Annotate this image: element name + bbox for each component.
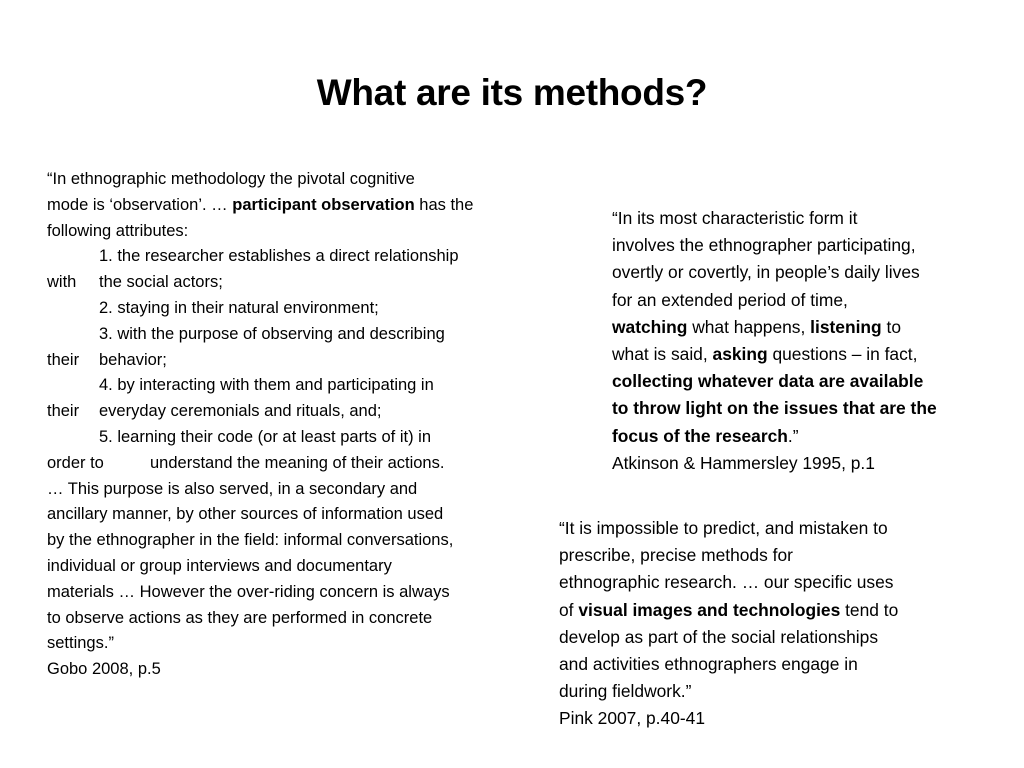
quote-line: ancillary manner, by other sources of information used <box>47 505 444 524</box>
quote-line: develop as part of the social relationships <box>559 626 879 647</box>
quote-text: to <box>881 316 902 337</box>
quote-line: “It is impossible to predict, and mistaken to <box>559 518 888 538</box>
quote-text: their <box>47 350 80 369</box>
quote-text: mode is ‘observation’. … <box>47 195 233 214</box>
quote-line: to observe actions as they are performed in concrete <box>47 608 433 627</box>
quote-line <box>47 348 547 374</box>
quote-line <box>47 270 547 296</box>
quote-line: following attributes: <box>47 221 189 240</box>
quote-text: has the <box>414 195 474 214</box>
attribute-3: 3. with the purpose of observing and describing <box>99 324 445 343</box>
quote-line: by the ethnographer in the field: informal conversations, <box>47 531 454 550</box>
quote-text: everyday ceremonials and rituals, and; <box>99 402 382 421</box>
quote-line: individual or group interviews and documentary <box>47 556 392 575</box>
quote-gobo <box>47 167 547 683</box>
quote-text: with <box>47 273 77 292</box>
quote-text: order to <box>47 453 104 472</box>
quote-text: understand the meaning of their actions. <box>150 453 445 472</box>
quote-text: what happens, <box>687 316 811 337</box>
quote-line <box>47 399 547 425</box>
attribute-4: 4. by interacting with them and participating in <box>99 376 434 395</box>
quote-line: “In ethnographic methodology the pivotal cognitive <box>47 170 415 188</box>
citation-atkinson: Atkinson & Hammersley 1995, p.1 <box>612 452 875 473</box>
attribute-1: 1. the researcher establishes a direct relationship <box>99 247 459 266</box>
quote-text: tend to <box>840 599 899 620</box>
quote-line: involves the ethnographer participating, <box>612 235 916 256</box>
emphasis-listening: listening <box>810 316 882 337</box>
quote-line <box>612 314 1002 341</box>
quote-line: prescribe, precise methods for <box>559 545 793 566</box>
quote-line <box>612 341 1002 368</box>
quote-text: questions – in fact, <box>767 344 918 365</box>
quote-line: for an extended period of time, <box>612 289 848 310</box>
quote-atkinson <box>612 205 1002 477</box>
quote-line: and activities ethnographers engage in <box>559 654 858 675</box>
quote-line: during fieldwork.” <box>559 681 692 702</box>
citation-pink: Pink 2007, p.40-41 <box>559 708 705 729</box>
quote-line: “In its most characteristic form it <box>612 208 858 228</box>
quote-text: .” <box>787 425 799 446</box>
quote-text: what is said, <box>612 344 713 365</box>
emphasis-participant-observation: participant observation <box>232 195 415 214</box>
quote-line <box>559 597 979 624</box>
attribute-2: 2. staying in their natural environment; <box>99 298 379 317</box>
attribute-5: 5. learning their code (or at least parts of it) in <box>99 427 431 446</box>
quote-line <box>47 451 547 477</box>
slide-title: What are its methods? <box>316 72 708 113</box>
quote-line <box>612 423 1002 450</box>
quote-pink <box>559 515 979 733</box>
citation-gobo: Gobo 2008, p.5 <box>47 660 161 679</box>
quote-text: their <box>47 402 80 421</box>
quote-text: behavior; <box>99 350 167 369</box>
emphasis-visual-images: visual images and technologies <box>578 599 841 620</box>
quote-line: materials … However the over-riding concern is always <box>47 582 450 601</box>
quote-line <box>612 395 1002 422</box>
emphasis-collecting: collecting whatever data are available <box>612 371 924 392</box>
emphasis-collecting-cont: to throw light on the issues that are the <box>612 398 937 419</box>
quote-line: overtly or covertly, in people’s daily lives <box>612 262 920 283</box>
quote-line <box>612 368 1002 395</box>
quote-line: ethnographic research. … our specific uses <box>559 572 894 593</box>
quote-line: … This purpose is also served, in a secondary and <box>47 479 418 498</box>
emphasis-watching: watching <box>612 316 688 337</box>
quote-line <box>47 193 547 219</box>
emphasis-asking: asking <box>712 344 768 365</box>
quote-text: of <box>559 599 579 620</box>
quote-line: settings.” <box>47 634 114 653</box>
quote-text: the social actors; <box>99 273 223 292</box>
emphasis-focus: focus of the research <box>612 425 788 446</box>
